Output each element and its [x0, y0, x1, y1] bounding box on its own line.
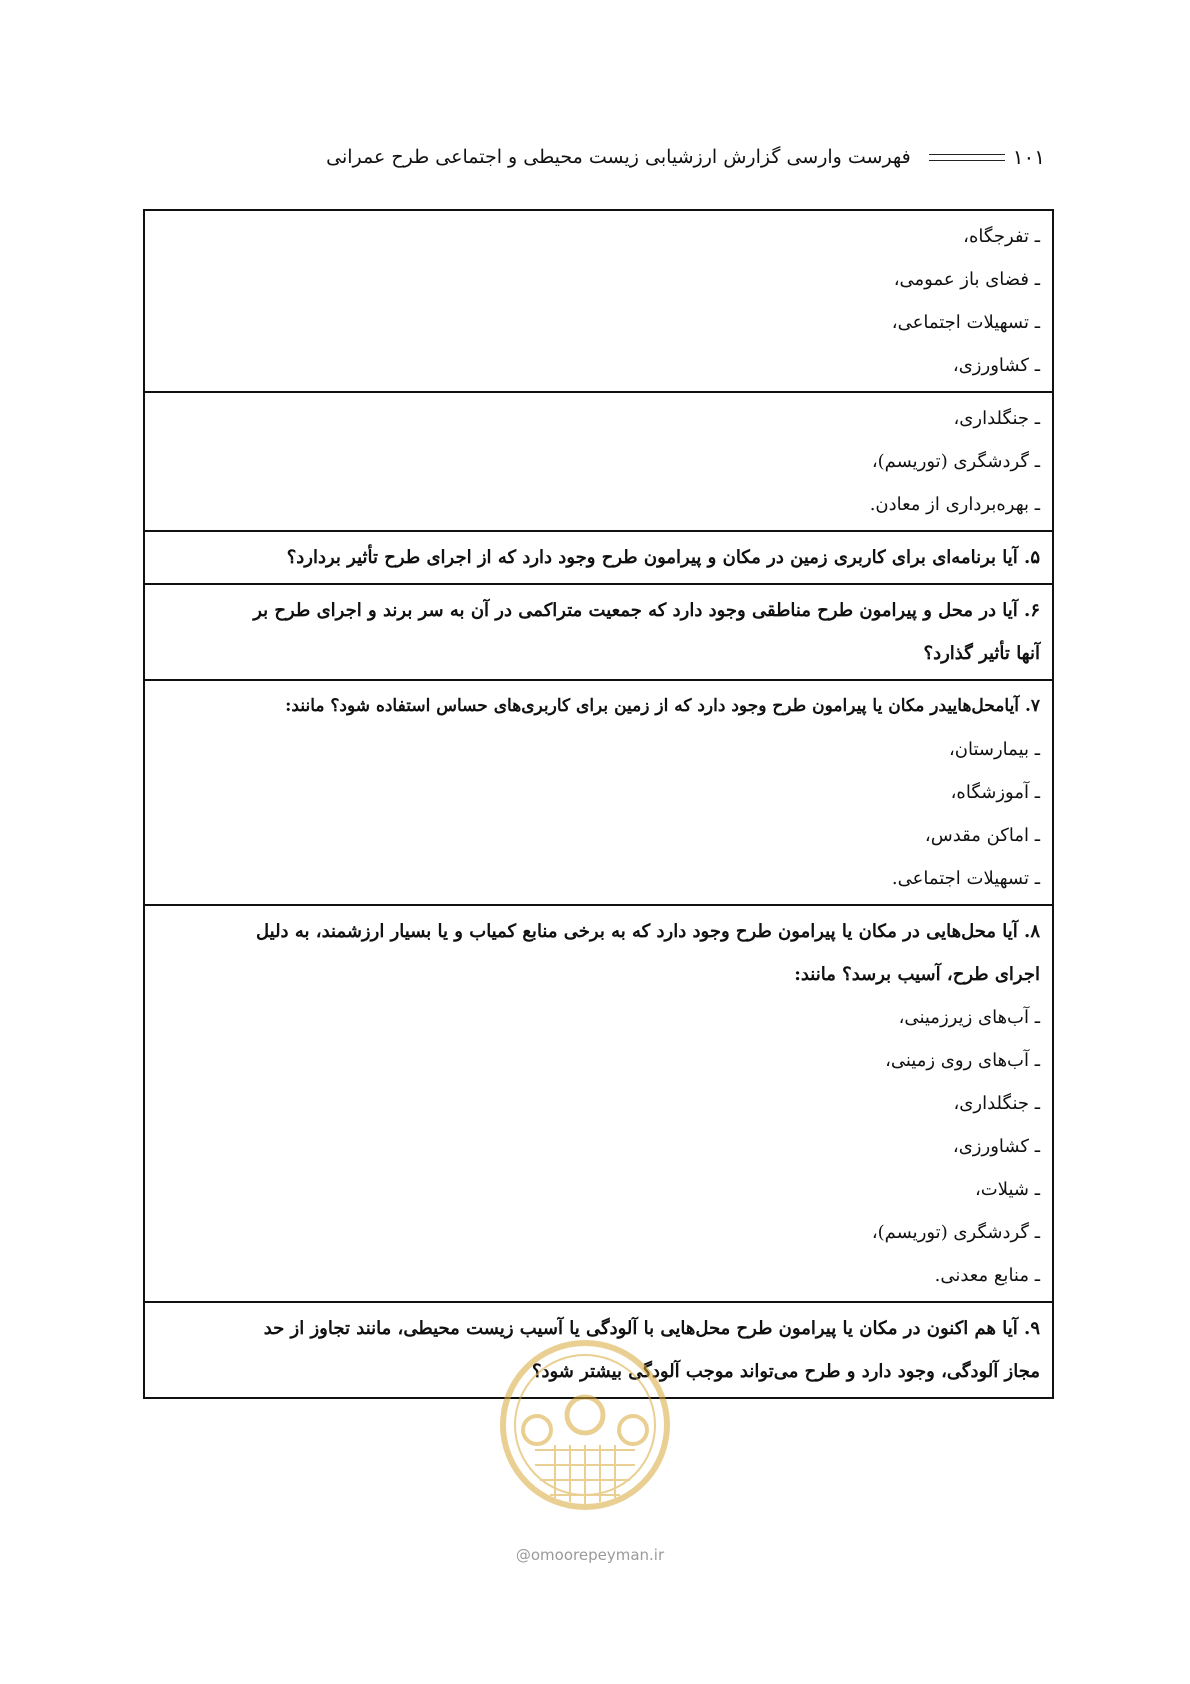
question-text: مجاز آلودگی، وجود دارد و طرح می‌تواند موجب آلودگی بیشتر شود؟ — [531, 1361, 1040, 1382]
list-item: ـ کشاورزی، — [952, 355, 1040, 376]
question-text: اجرای طرح، آسیب برسد؟ مانند: — [794, 964, 1040, 985]
list-item: ـ جنگلداری، — [953, 408, 1040, 429]
table-section — [145, 211, 1052, 391]
list-item: ـ آب‌های روی زمینی، — [885, 1050, 1040, 1071]
list-item: ـ آب‌های زیرزمینی، — [898, 1007, 1040, 1028]
list-item: ـ گردشگری (توریسم)، — [871, 1222, 1040, 1243]
question-text: ۸. آیا محل‌هایی در مکان یا پیرامون طرح وجود دارد که به برخی منابع کمیاب و یا بسیار ارزشمند، به دلیل — [256, 921, 1040, 942]
checklist-table — [143, 209, 1054, 1399]
list-item: ـ کشاورزی، — [952, 1136, 1040, 1157]
list-item: ـ اماکن مقدس، — [924, 825, 1040, 846]
list-item: ـ تسهیلات اجتماعی. — [891, 868, 1040, 889]
list-item: ـ گردشگری (توریسم)، — [871, 451, 1040, 472]
list-item: ـ تفرجگاه، — [963, 226, 1040, 247]
list-item: ـ منابع معدنی. — [934, 1265, 1040, 1286]
question-6 — [145, 583, 1052, 679]
running-title: فهرست وارسی گزارش ارزشیابی زیست محیطی و اجتماعی طرح عمرانی — [326, 146, 911, 168]
question-text: ۷. آیامحل‌هاییدر مکان یا پیرامون طرح وجود دارد که از زمین برای کاربری‌های حساس استفاده شود؟ مانند: — [285, 696, 1040, 716]
running-header — [165, 140, 1045, 174]
question-text: آنها تأثیر گذارد؟ — [923, 643, 1040, 664]
watermark-site: @omoorepeyman.ir — [515, 1546, 665, 1564]
list-item: ـ جنگلداری، — [953, 1093, 1040, 1114]
list-item: ـ بهره‌برداری از معادن. — [869, 494, 1040, 515]
list-item: ـ بیمارستان، — [948, 739, 1040, 760]
question-5 — [145, 530, 1052, 583]
header-double-rule — [929, 154, 1005, 161]
table-section — [145, 391, 1052, 530]
question-text: ۹. آیا هم اکنون در مکان یا پیرامون طرح محل‌هایی با آلودگی یا آسیب زیست محیطی، مانند تجاوز از حد — [263, 1318, 1040, 1339]
list-item: ـ فضای باز عمومی، — [893, 269, 1040, 290]
question-7 — [145, 679, 1052, 904]
page-number: ۱۰۱ — [1012, 145, 1045, 169]
question-text: ۶. آیا در محل و پیرامون طرح مناطقی وجود دارد که جمعیت متراکمی در آن به سر برند و اجرای طرح بر — [253, 600, 1040, 621]
list-item: ـ شیلات، — [974, 1179, 1040, 1200]
list-item: ـ آموزشگاه، — [950, 782, 1040, 803]
watermark-logo — [495, 1330, 675, 1520]
question-text: ۵. آیا برنامه‌ای برای کاربری زمین در مکان و پیرامون طرح وجود دارد که از اجرای طرح تأثیر بردارد؟ — [286, 547, 1040, 568]
list-item: ـ تسهیلات اجتماعی، — [891, 312, 1040, 333]
question-8 — [145, 904, 1052, 1301]
